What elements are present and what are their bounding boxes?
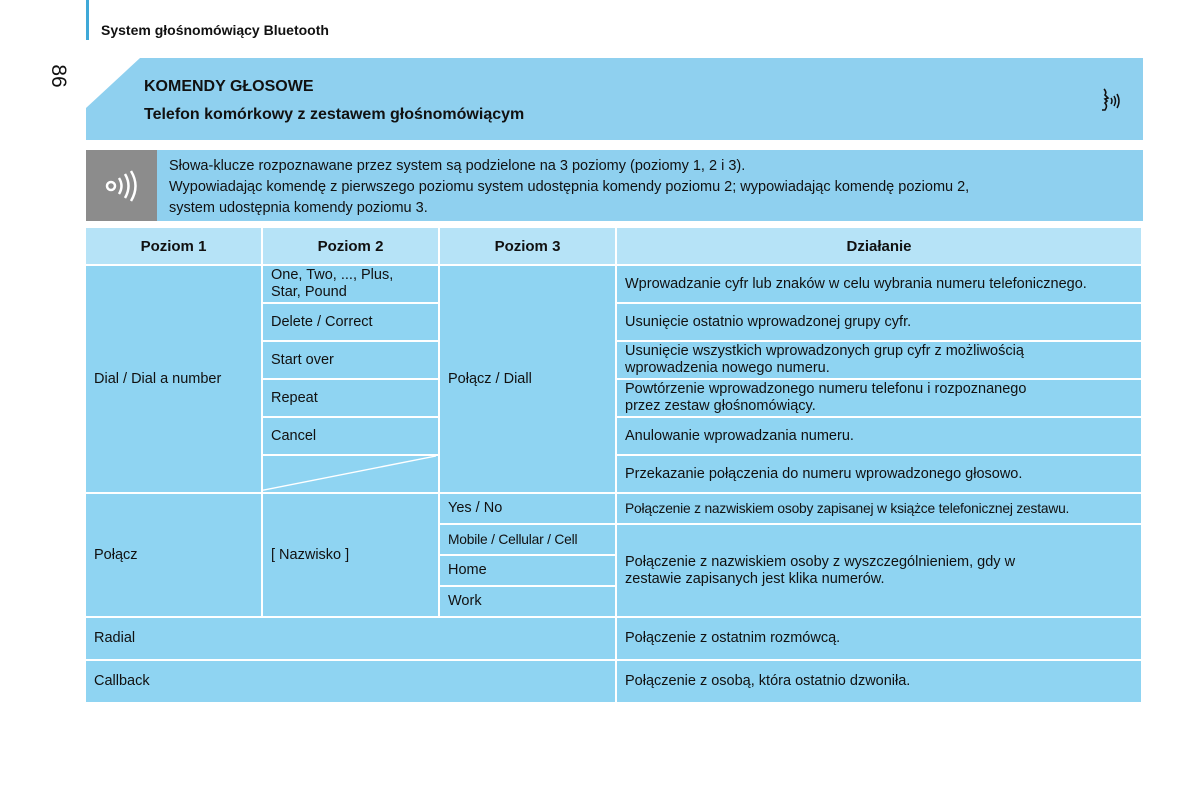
call-level2: [ Nazwisko ] <box>263 494 440 618</box>
info-line: Wypowiadając komendę z pierwszego poziomu system udostępnia komendy poziomu 2; wypowiadając komendę poziomu 2, <box>169 179 970 195</box>
call-level3-yes-no: Yes / No <box>440 494 617 525</box>
cell-line: One, Two, ..., Plus, <box>271 267 394 283</box>
banner-subtitle: Telefon komórkowy z zestawem głośnomówiącym <box>144 106 525 123</box>
header-level2: Poziom 2 <box>263 228 440 266</box>
info-box <box>86 150 1143 221</box>
dial-level3: Połącz / Diall <box>440 266 617 494</box>
info-line: system udostępnia komendy poziomu 3. <box>169 200 428 216</box>
table-row <box>86 266 1143 304</box>
call-level3-home: Home <box>440 556 617 587</box>
table-row <box>86 661 1143 704</box>
cell-line: Star, Pound <box>271 284 347 300</box>
info-line: Słowa-klucze rozpoznawane przez system są podzielone na 3 poziomy (poziomy 1, 2 i 3). <box>169 158 746 174</box>
dial-action-transfer: Przekazanie połączenia do numeru wprowadzonego głosowo. <box>617 456 1143 494</box>
callback-action: Połączenie z osobą, która ostatnio dzwoniła. <box>617 661 1143 704</box>
table-row <box>86 618 1143 661</box>
table-header-row <box>86 228 1143 266</box>
cell-line: Usunięcie wszystkich wprowadzonych grup cyfr z możliwością <box>625 343 1024 359</box>
dial-action-delete: Usunięcie ostatnio wprowadzonej grupy cyfr. <box>617 304 1143 342</box>
section-title: System głośnomówiący Bluetooth <box>101 22 329 38</box>
dial-action-repeat <box>617 380 1143 418</box>
voice-commands-table <box>86 228 1143 704</box>
section-banner <box>86 58 1143 140</box>
cell-line: Połączenie z nazwiskiem osoby z wyszczególnieniem, gdy w <box>625 553 1016 570</box>
radial-action: Połączenie z ostatnim rozmówcą. <box>617 618 1143 661</box>
dial-action-cancel: Anulowanie wprowadzania numeru. <box>617 418 1143 456</box>
header-action: Działanie <box>617 228 1143 266</box>
dial-level2-empty <box>263 456 440 494</box>
call-action-options <box>617 525 1143 618</box>
dial-level2-digits <box>263 266 440 304</box>
dial-level2-delete: Delete / Correct <box>263 304 440 342</box>
voice-waves-icon <box>86 150 157 221</box>
banner-title: KOMENDY GŁOSOWE <box>144 78 314 95</box>
call-level3-work: Work <box>440 587 617 618</box>
info-text <box>169 156 1129 219</box>
call-level1: Połącz <box>86 494 263 618</box>
banner-background <box>86 58 1143 140</box>
cell-line: przez zestaw głośnomówiący. <box>625 398 816 414</box>
dial-level2-repeat: Repeat <box>263 380 440 418</box>
header-level1: Poziom 1 <box>86 228 263 266</box>
dial-action-start-over <box>617 342 1143 380</box>
radial-label: Radial <box>86 618 617 661</box>
call-action-yes-no: Połączenie z nazwiskiem osoby zapisanej w książce telefonicznej zestawu. <box>617 494 1143 525</box>
dial-action-digits: Wprowadzanie cyfr lub znaków w celu wybrania numeru telefonicznego. <box>617 266 1143 304</box>
cell-line: Powtórzenie wprowadzonego numeru telefonu i rozpoznanego <box>625 381 1027 397</box>
call-level3-mobile: Mobile / Cellular / Cell <box>440 525 617 556</box>
dial-level2-cancel: Cancel <box>263 418 440 456</box>
header-level3: Poziom 3 <box>440 228 617 266</box>
diagonal-divider <box>263 456 438 492</box>
dial-level2-start-over: Start over <box>263 342 440 380</box>
table-row <box>86 494 1143 525</box>
cell-line: wprowadzenia nowego numeru. <box>625 360 830 376</box>
callback-label: Callback <box>86 661 617 704</box>
left-accent-rule <box>86 0 89 40</box>
dial-level1: Dial / Dial a number <box>86 266 263 494</box>
cell-line: zestawie zapisanych jest klika numerów. <box>625 570 885 587</box>
voice-command-icon <box>1098 86 1128 116</box>
page-number: 86 <box>47 64 70 88</box>
